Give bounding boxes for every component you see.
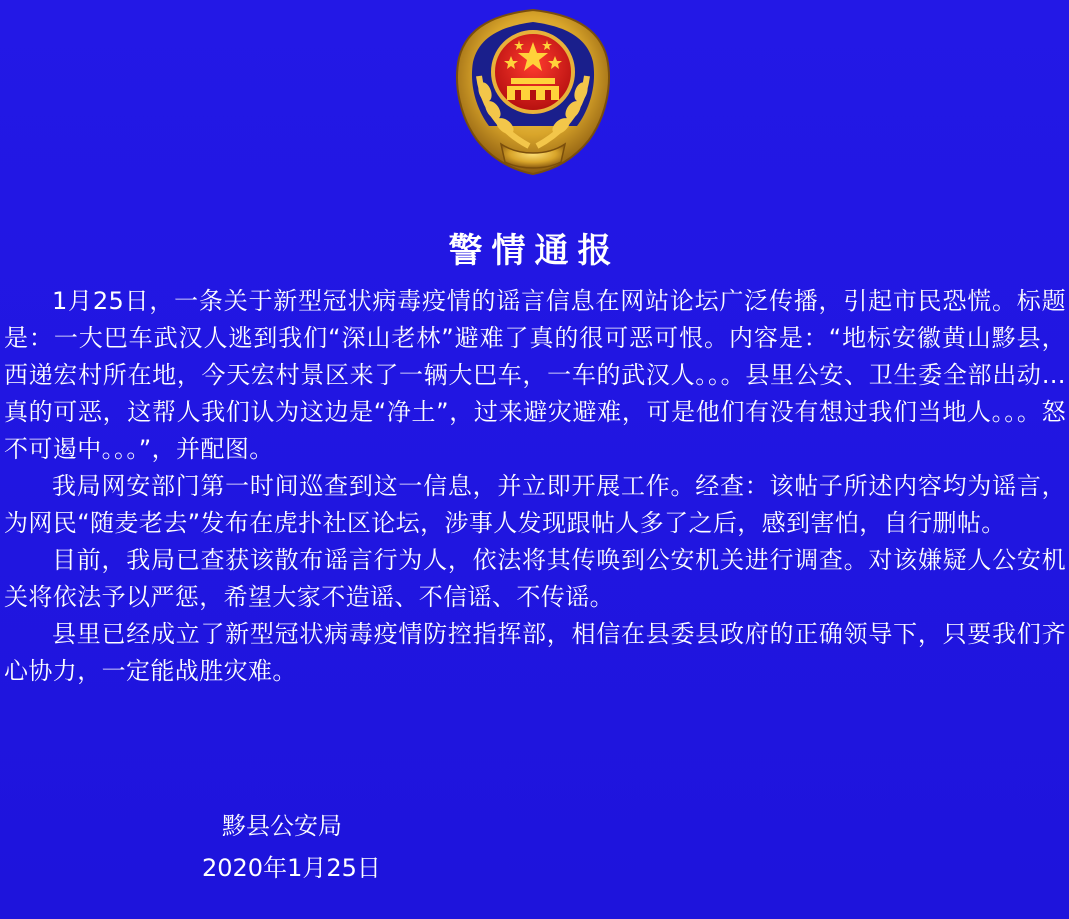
paragraph-3: 目前，我局已查获该散布谣言行为人，依法将其传唤到公安机关进行调查。对该嫌疑人公安机关将依法予以严惩，希望大家不造谣、不信谣、不传谣。: [4, 546, 1066, 611]
paragraph-1: 1月25日，一条关于新型冠状病毒疫情的谣言信息在网站论坛广泛传播，引起市民恐慌。标题是：一大巴车武汉人逃到我们“深山老林”避难了真的很可恶可恨。内容是：“地标安徽黄山黟县，西递宏村所在地，今天宏村景区来了一辆大巴车，一车的武汉人。。。县里公安、卫生委全部出动…真的可恶，这帮人我们认为这边是“净土”，过来避灾避难，可是他们有没有想过我们当地人。。。怒不可遏中。。。”，并配图。: [4, 287, 1066, 463]
notice-title: 警情通报: [448, 231, 621, 271]
police-emblem-icon: [449, 6, 617, 176]
notice-body: [4, 283, 1066, 690]
paragraph-4: 县里已经成立了新型冠状病毒疫情防控指挥部，相信在县委县政府的正确领导下，只要我们齐心协力，一定能战胜灾难。: [4, 620, 1066, 685]
signature-date: 2020年1月25日: [202, 854, 381, 882]
signature-org: 黟县公安局: [222, 812, 342, 840]
paragraph-2: 我局网安部门第一时间巡查到这一信息，并立即开展工作。经查：该帖子所述内容均为谣言，为网民“随麦老去”发布在虎扑社区论坛，涉事人发现跟帖人多了之后，感到害怕，自行删帖。: [4, 472, 1066, 537]
